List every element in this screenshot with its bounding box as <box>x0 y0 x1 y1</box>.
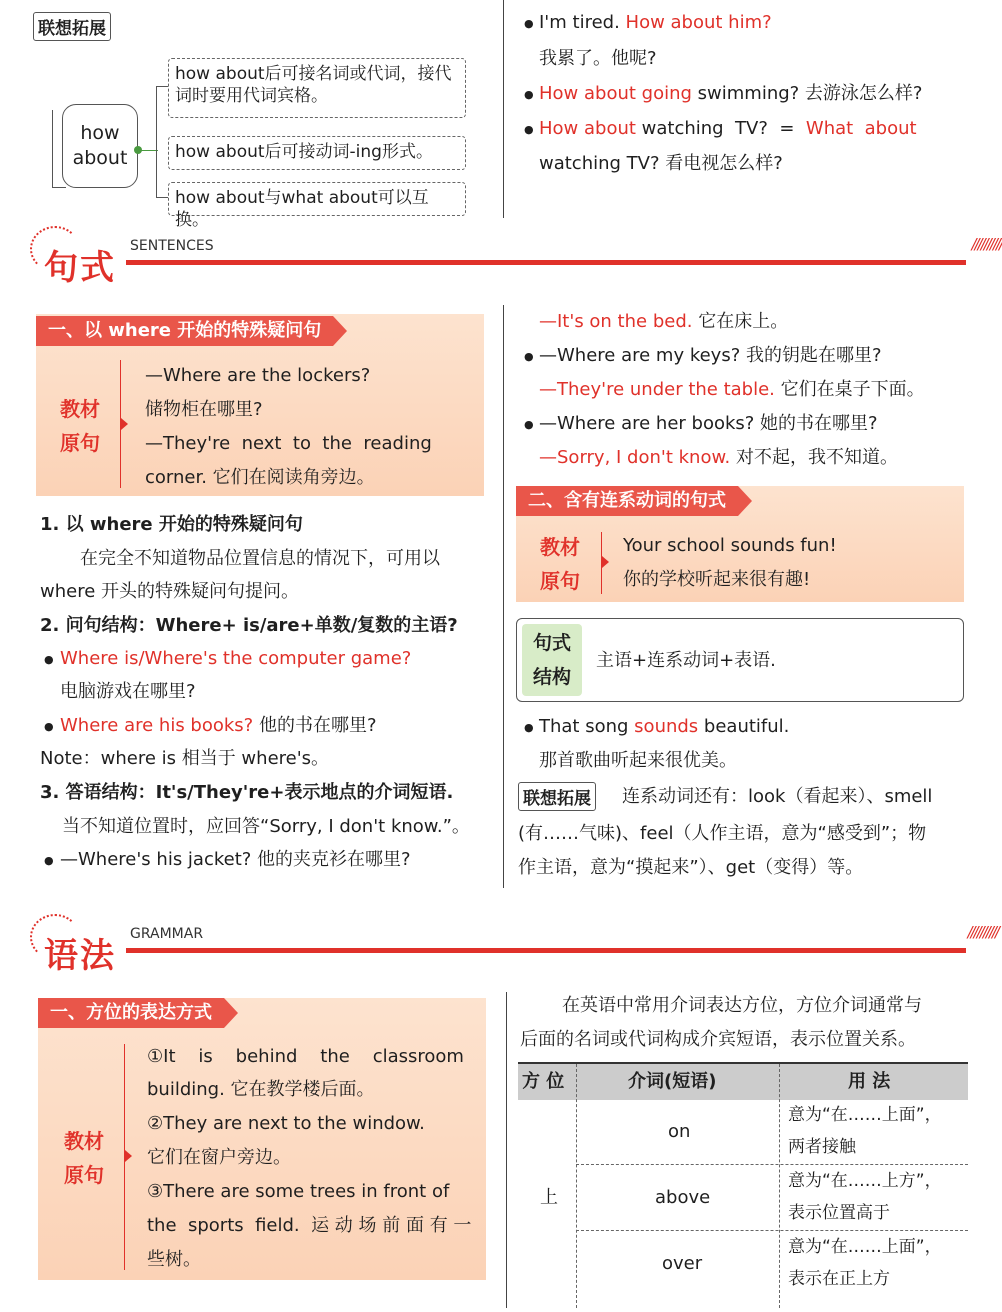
textbook-sentence: 你的学校听起来很有趣! <box>623 569 811 590</box>
bullet: ● <box>524 123 534 136</box>
translation: 那首歌曲听起来很优美。 <box>539 750 737 771</box>
sentences-header <box>30 230 1002 290</box>
highlight: What about <box>805 118 917 139</box>
column-divider <box>503 305 504 888</box>
box-title: 一、以 where 开始的特殊疑问句 <box>36 316 333 346</box>
label-line2: 原句 <box>540 569 580 593</box>
bullet: ● <box>524 350 534 363</box>
paragraph: where 开头的特殊疑问句提问。 <box>40 581 300 602</box>
header-bar <box>126 260 966 265</box>
row-line <box>576 1230 968 1231</box>
slash-decoration: ////////// <box>967 923 998 941</box>
highlight: —It's on the bed. <box>539 311 693 332</box>
textbook-label <box>64 1124 104 1192</box>
branch-line <box>156 86 168 198</box>
section-title: 语法 <box>44 936 116 976</box>
text: I'm tired. <box>539 12 626 33</box>
text: 他的书在哪里? <box>253 715 377 736</box>
table-header <box>518 1064 968 1100</box>
example-line <box>539 12 772 34</box>
example: —Where's his jacket? 他的夹克衫在哪里? <box>60 849 411 870</box>
translation: 电脑游戏在哪里? <box>60 681 196 702</box>
label-line1: 教材 <box>60 397 100 421</box>
table-cell: above <box>655 1187 711 1208</box>
label-line2: 原句 <box>64 1163 104 1187</box>
textbook-label <box>540 530 580 598</box>
text: beautiful. <box>698 716 790 737</box>
table-cell: 意为“在……上方”， <box>788 1171 942 1191</box>
table-cell: 表示位置高于 <box>788 1203 890 1223</box>
textbook-sentence: building. 它在教学楼后面。 <box>147 1079 375 1100</box>
textbook-sentence: 储物柜在哪里? <box>145 399 263 420</box>
highlight: sounds <box>634 716 699 737</box>
table-cell: on <box>668 1121 691 1142</box>
text: That song <box>539 716 635 737</box>
text: swimming? 去游泳怎么样? <box>691 83 923 104</box>
note-box-2 <box>168 136 466 170</box>
table-cell: over <box>662 1253 703 1274</box>
bullet: ● <box>44 720 54 733</box>
highlight: How about him? <box>625 12 772 33</box>
highlight: How about <box>539 118 636 139</box>
paragraph: 在英语中常用介词表达方位，方位介词通常与 <box>562 995 922 1016</box>
paragraph: (有……气味)、feel（人作主语，意为“感受到”；物 <box>518 823 927 844</box>
association-badge: 联想拓展 <box>518 782 596 811</box>
arrow <box>121 418 128 430</box>
highlight: How about going <box>539 83 692 104</box>
textbook-sentence: the sports field. 运 动 场 前 面 有 一 <box>147 1215 472 1236</box>
connector-dot <box>134 146 142 154</box>
paragraph: 当不知道位置时，应回答“Sorry, I don't know.”。 <box>62 816 470 837</box>
box2-text: how about后可接动词-ing形式。 <box>175 142 433 162</box>
textbook-sentence: —They're next to the reading <box>145 433 432 454</box>
textbook-sentence: —Where are the lockers? <box>145 365 371 386</box>
label-line1: 教材 <box>64 1129 104 1153</box>
col-line <box>779 1064 780 1308</box>
highlight: —They're under the table. <box>539 379 775 400</box>
example: —Where are her books? 她的书在哪里? <box>539 413 878 434</box>
label-line1: 教材 <box>540 535 580 559</box>
arrow <box>125 1150 132 1162</box>
example <box>539 716 789 738</box>
example-line <box>539 118 917 140</box>
point-heading: 2. 问句结构：Where+ is/are+单数/复数的主语? <box>40 615 458 636</box>
note: Note：where is 相当于 where's。 <box>40 748 330 769</box>
bullet: ● <box>524 721 534 734</box>
highlight: Where are his books? <box>60 715 254 736</box>
slash-decoration: ////////// <box>971 235 1002 253</box>
textbook-sentence: ②They are next to the window. <box>147 1113 425 1134</box>
bullet: ● <box>524 418 534 431</box>
translation: 我累了。他呢? <box>539 48 657 69</box>
label-line1: 句式 <box>532 632 571 654</box>
header-cell: 方 位 <box>522 1071 565 1092</box>
point-heading: 1. 以 where 开始的特殊疑问句 <box>40 514 303 535</box>
header-bar <box>126 948 966 953</box>
example: Where is/Where's the computer game? <box>60 648 412 669</box>
arrow <box>602 556 609 568</box>
paragraph: 后面的名词或代词构成介宾短语，表示位置关系。 <box>520 1029 916 1050</box>
example <box>539 311 788 333</box>
textbook-sentence: corner. 它们在阅读角旁边。 <box>145 467 375 488</box>
header-cell: 介词(短语) <box>628 1071 717 1092</box>
textbook-label <box>60 392 100 460</box>
paragraph: 连系动词还有：look（看起来）、smell <box>622 786 933 807</box>
note-box-3 <box>168 182 466 230</box>
association-badge: 联想拓展 <box>33 12 111 41</box>
example-line <box>539 83 922 105</box>
grammar-header <box>30 918 998 978</box>
structure-text: 主语+连系动词+表语. <box>596 650 776 671</box>
center-line2: about <box>72 147 128 169</box>
header-cell: 用 法 <box>848 1071 891 1092</box>
col-line <box>576 1064 577 1308</box>
note-box-1 <box>168 58 466 118</box>
text: 它们在桌子下面。 <box>774 379 925 400</box>
point-heading: 3. 答语结构：It's/They're+表示地点的介词短语. <box>40 782 454 803</box>
label-line2: 原句 <box>60 431 100 455</box>
paragraph: 在完全不知道物品位置信息的情况下，可用以 <box>80 548 440 569</box>
paragraph: 作主语，意为“摸起来”）、get（变得）等。 <box>518 857 864 878</box>
example <box>539 447 898 469</box>
bullet: ● <box>524 88 534 101</box>
text: 它在床上。 <box>692 311 789 332</box>
table-cell: 意为“在……上面”， <box>788 1237 942 1257</box>
section-title: 句式 <box>44 248 116 288</box>
table-cell: 两者接触 <box>788 1137 856 1157</box>
text: watching TV? = <box>635 118 806 139</box>
center-line1: how <box>80 122 120 144</box>
bullet: ● <box>524 17 534 30</box>
box1-line2: 词时要用代词宾格。 <box>175 86 328 106</box>
table-cell: 上 <box>540 1187 558 1208</box>
highlight: —Sorry, I don't know. <box>539 447 731 468</box>
structure-label <box>522 624 582 696</box>
textbook-box <box>38 998 486 1280</box>
column-divider <box>506 992 507 1308</box>
mindmap-center <box>62 104 138 188</box>
example <box>539 379 925 401</box>
translation: watching TV? 看电视怎么样? <box>539 153 783 174</box>
textbook-sentence: ③There are some trees in front of <box>147 1181 450 1202</box>
bracket <box>52 110 66 188</box>
example: —Where are my keys? 我的钥匙在哪里? <box>539 345 882 366</box>
example <box>60 715 377 737</box>
row-line <box>576 1164 968 1165</box>
column-divider <box>503 0 504 218</box>
section-en: SENTENCES <box>130 238 214 254</box>
bullet: ● <box>44 653 54 666</box>
textbook-sentence: ①It is behind the classroom <box>147 1046 464 1067</box>
box-title: 二、含有连系动词的句式 <box>516 486 738 516</box>
box-title: 一、方位的表达方式 <box>38 998 224 1028</box>
table-cell: 表示在正上方 <box>788 1269 890 1289</box>
box3-text: how about与what about可以互换。 <box>175 188 429 230</box>
text: 对不起，我不知道。 <box>730 447 898 468</box>
textbook-sentence: 些树。 <box>147 1249 201 1270</box>
table-cell: 意为“在……上面”， <box>788 1105 942 1125</box>
label-line2: 结构 <box>532 666 571 688</box>
section-en: GRAMMAR <box>130 926 204 942</box>
textbook-sentence: Your school sounds fun! <box>623 535 837 556</box>
bullet: ● <box>44 854 54 867</box>
textbook-sentence: 它们在窗户旁边。 <box>147 1147 291 1168</box>
box1-line1: how about后可接名词或代词，接代 <box>175 64 452 84</box>
